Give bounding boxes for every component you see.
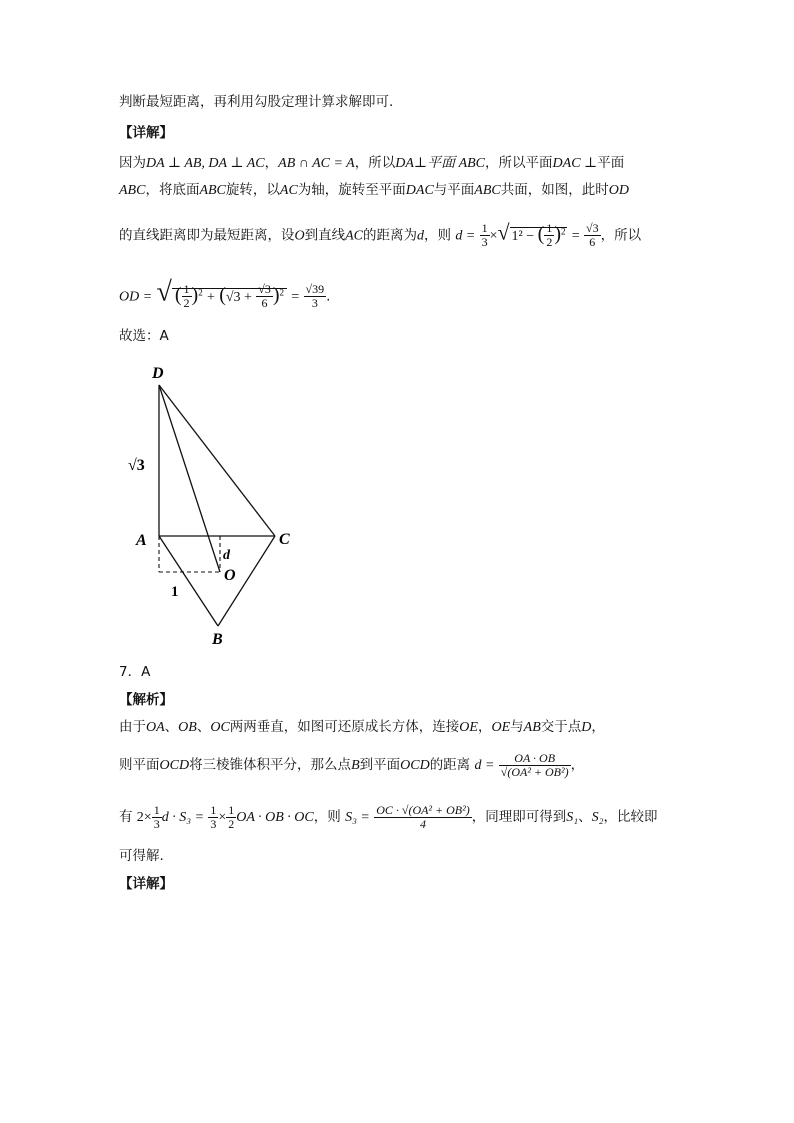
math-oc: OC (210, 720, 230, 735)
text: 的直线距离即为最短距离，设 (119, 227, 295, 244)
plus: + (206, 289, 215, 305)
sqrt3-plus: √3 + (225, 289, 252, 305)
fraction (256, 283, 273, 310)
label-C: C (279, 531, 290, 548)
fraction (499, 752, 571, 779)
math-ocd: OCD (400, 758, 430, 773)
fraction (226, 804, 236, 831)
frac-num: OA · OB (499, 752, 571, 766)
text: ，同理即可得到 (471, 809, 567, 825)
label-A: A (136, 532, 147, 549)
sqrt-text: 1² − (511, 228, 538, 244)
edge-AB (159, 536, 218, 626)
math-plane: ABC (199, 183, 226, 198)
exponent: 2 (279, 287, 285, 297)
frac-den: 2 (546, 235, 553, 249)
frac-num: 1 (183, 282, 190, 296)
text: 共面，如图，此时 (500, 182, 609, 198)
label-B: B (212, 631, 223, 648)
text: 、 (196, 719, 211, 735)
math-oa: OA (146, 720, 165, 735)
frac-den: √(OA² + OB²) (500, 764, 569, 779)
text: ，所以 (354, 155, 396, 171)
label-D: D (152, 365, 164, 382)
fraction (208, 804, 218, 831)
edge-DC (159, 385, 275, 536)
text: 两两垂直，如图可还原成长方体，连接 (229, 719, 460, 735)
equals: = (571, 228, 580, 244)
exponent: 2 (198, 287, 203, 297)
text: ，则 (424, 227, 452, 244)
text: ，所以平面 (485, 155, 553, 171)
text: 的距离为 (363, 227, 418, 244)
sqrt-body (510, 221, 568, 249)
math-d: D (581, 720, 592, 735)
paren: ( (537, 222, 545, 245)
fraction (182, 283, 192, 310)
geometry-figure (120, 360, 320, 660)
math-s2: S₂ (591, 810, 604, 825)
text: ，将底面 (145, 182, 200, 198)
equals: = (291, 289, 300, 305)
math-o: O (294, 228, 305, 244)
frac-den: 4 (419, 816, 426, 831)
fraction (480, 222, 490, 249)
text: 到平面 (359, 757, 401, 773)
math-s3: S₃ = (345, 810, 370, 825)
math-ab: AB (523, 720, 541, 735)
od-formula (119, 272, 330, 318)
math-plane: DAC (405, 183, 434, 198)
math-cond2: AB ∩ AC = A (278, 156, 355, 171)
label-d: d (223, 548, 230, 563)
solution6-line3 (119, 214, 641, 254)
math-seg: OD (608, 183, 629, 198)
text: 、 (164, 719, 179, 735)
label-sqrt3: √3 (128, 457, 145, 474)
math-oe: OE (459, 720, 478, 735)
math-oe: OE (491, 720, 511, 735)
frac-den: 3 (481, 235, 488, 249)
frac-den: 3 (210, 816, 217, 831)
math-plane: ABC (474, 183, 501, 198)
frac-num: √3 (258, 282, 271, 296)
paren: ) (191, 283, 199, 306)
fraction (544, 222, 554, 249)
analysis-header-7: 【解析】 (119, 692, 173, 708)
math-ac: AC (345, 228, 364, 244)
formula-od-lhs: OD = (119, 289, 153, 305)
sqrt-sign: √ (156, 276, 172, 308)
text: ，则 (313, 809, 341, 825)
paren: ( (174, 283, 182, 306)
solution6-line2 (119, 180, 629, 201)
text: 有 (119, 809, 133, 825)
problem7-number: 7．A (119, 664, 151, 680)
fraction (304, 283, 327, 310)
frac-den: 3 (153, 816, 160, 831)
frac-den: 6 (261, 296, 268, 310)
text: 为轴，旋转至平面 (297, 182, 406, 198)
math-b: B (351, 758, 360, 773)
sqrt-sign: √ (497, 219, 510, 245)
text: 由于 (119, 719, 146, 735)
text: 到直线 (304, 227, 346, 244)
solution6-line1 (119, 153, 624, 174)
frac-num: √3 (585, 221, 599, 235)
math-cond3: DA⊥平面 ABC (395, 156, 486, 171)
frac-num: 1 (481, 221, 488, 235)
math-d: d (417, 228, 425, 244)
text: ，所以 (600, 227, 642, 244)
frac-num: OC · √(OA² + OB²) (376, 802, 470, 817)
text: ， (570, 757, 585, 773)
times: × (489, 228, 498, 244)
math-s1: S₁ (566, 810, 579, 825)
sqrt-body (172, 282, 287, 310)
period: . (326, 288, 331, 305)
math-plane: ABC (119, 183, 146, 198)
paren: ) (554, 222, 561, 245)
text: 平面 (597, 155, 625, 171)
fraction (152, 804, 162, 831)
solution7-line2 (119, 748, 584, 783)
math-product: OA · OB · OC (236, 810, 314, 825)
frac-den: 6 (589, 235, 596, 249)
text: 则平面 (119, 757, 160, 773)
two-times: 2× (136, 810, 152, 825)
edge-DO (159, 385, 220, 572)
text: 旋转，以 (225, 182, 280, 198)
solution7-line3 (119, 800, 657, 835)
paren: ( (219, 283, 226, 306)
label-1: 1 (171, 584, 179, 600)
frac-num: 1 (153, 802, 160, 817)
paren: ) (272, 283, 280, 306)
frac-num: 1 (546, 221, 553, 235)
math-cond1: DA ⊥ AB, DA ⊥ AC (146, 156, 265, 171)
solution7-line1 (119, 717, 605, 738)
text: 与平面 (433, 182, 475, 198)
text: 将三棱锥体积平分，那么点 (189, 757, 352, 773)
detail-header-6: 【详解】 (119, 125, 173, 141)
text: 的距离 (429, 757, 471, 773)
detail-header-7: 【详解】 (119, 876, 173, 892)
text: 因为 (119, 155, 146, 171)
text: ， (477, 719, 492, 735)
solution7-line4: 可得解. (119, 848, 164, 864)
analysis-tail: 判断最短距离，再利用勾股定理计算求解即可. (119, 94, 394, 110)
text: 交于点 (540, 719, 582, 735)
frac-num: 1 (210, 802, 217, 817)
fraction (374, 804, 472, 831)
text: ， (591, 719, 605, 735)
math-ob: OB (178, 720, 197, 735)
formula-d-lhs: d = (455, 228, 476, 244)
frac-den: 2 (228, 816, 235, 831)
label-O: O (224, 567, 236, 584)
math-axis: AC (279, 183, 298, 198)
frac-den: 3 (311, 296, 318, 310)
text: ，比较即 (603, 809, 658, 825)
text: 与 (510, 719, 524, 735)
math-cond4: DAC ⊥ (552, 156, 598, 171)
frac-num: 1 (228, 802, 235, 817)
text: ， (264, 155, 279, 171)
math-ds3: d · S₃ = (161, 810, 205, 825)
fraction (584, 222, 601, 249)
times: × (218, 810, 227, 825)
frac-num: √39 (305, 282, 325, 296)
answer-6: 故选：A (119, 328, 169, 344)
math-ocd: OCD (159, 758, 190, 773)
text: 、 (578, 809, 592, 825)
exponent: 2 (560, 226, 566, 236)
formula-d-lhs: d = (474, 758, 495, 773)
frac-den: 2 (183, 296, 190, 310)
